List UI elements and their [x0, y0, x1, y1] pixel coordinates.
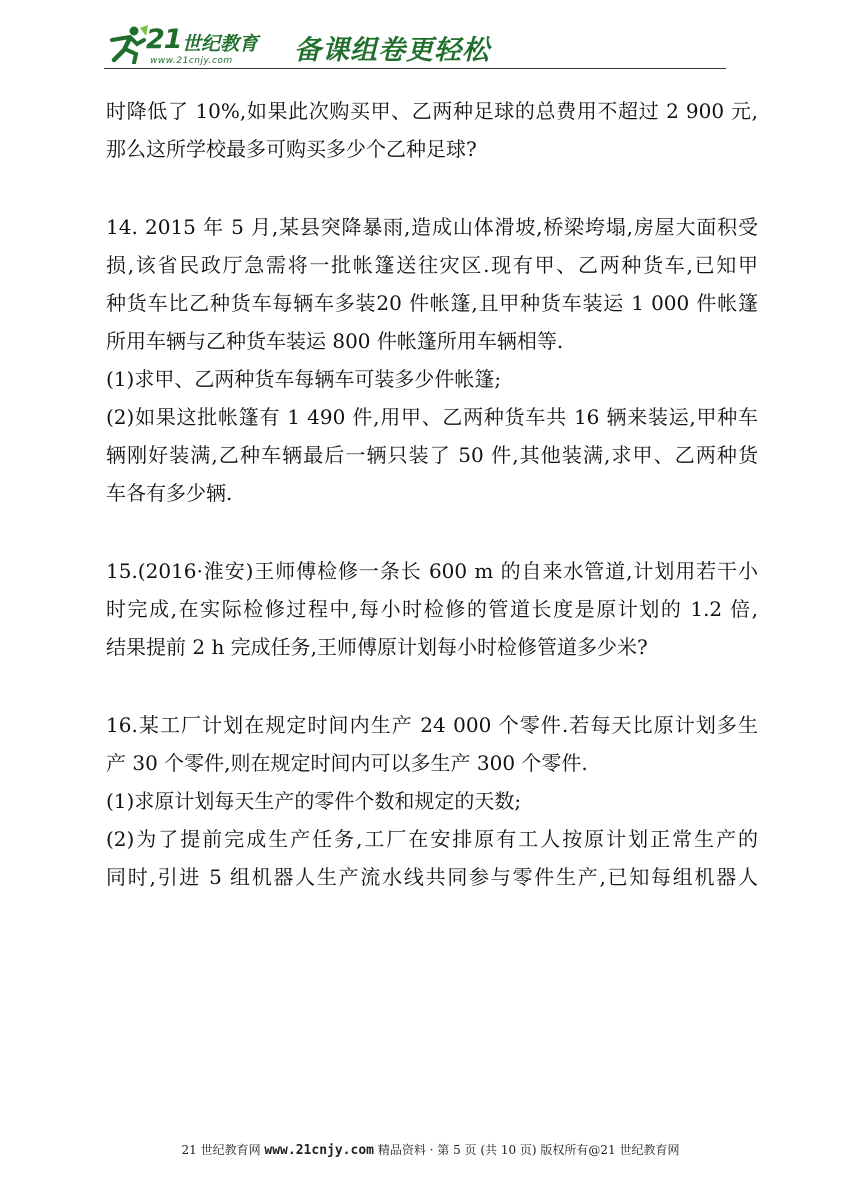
- text-line: 结果提前 2 h 完成任务,王师傅原计划每小时检修管道多少米?: [106, 635, 648, 659]
- footer-site-name: 21 世纪教育网: [181, 1143, 261, 1157]
- text-line: 所用车辆与乙种货车装运 800 件帐篷所用车辆相等.: [106, 329, 564, 353]
- paragraph-problem-16: [106, 706, 758, 782]
- paragraph-problem-15: [106, 552, 758, 666]
- paragraph-problem-13-continued: [106, 92, 758, 168]
- text-line: (1)求原计划每天生产的零件个数和规定的天数;: [106, 789, 522, 813]
- logo-number: 21: [146, 24, 182, 55]
- text-line: 车各有多少辆.: [106, 481, 233, 505]
- text-line: 那么这所学校最多可购买多少个乙种足球?: [106, 137, 477, 161]
- page-header: [104, 22, 726, 70]
- text-line: 损,该省民政厅急需将一批帐篷送往灾区.现有甲、乙两种货车,已知甲: [106, 253, 758, 277]
- runner-logo-icon: [104, 24, 150, 64]
- text-line: 辆刚好装满,乙种车辆最后一辆只装了 50 件,其他装满,求甲、乙两种货: [106, 443, 758, 467]
- footer-page-info: 精品资料 · 第 5 页 (共 10 页) 版权所有@21 世纪教育网: [377, 1143, 680, 1157]
- text-line: 时降低了 10%,如果此次购买甲、乙两种足球的总费用不超过 2 900 元,: [106, 99, 758, 123]
- text-line: (1)求甲、乙两种货车每辆车可装多少件帐篷;: [106, 367, 502, 391]
- text-line: 15.(2016·淮安)王师傅检修一条长 600 m 的自来水管道,计划用若干小: [106, 559, 758, 583]
- header-divider: [104, 68, 726, 69]
- text-line: (2)如果这批帐篷有 1 490 件,用甲、乙两种货车共 16 辆来装运,甲种车: [106, 405, 758, 429]
- text-line: (2)为了提前完成生产任务,工厂在安排原有工人按原计划正常生产的: [106, 827, 758, 851]
- text-line: 种货车比乙种货车每辆车多装20 件帐篷,且甲种货车装运 1 000 件帐篷: [106, 291, 758, 315]
- logo-text: 世纪教育: [182, 33, 259, 55]
- text-line: 16.某工厂计划在规定时间内生产 24 000 个零件.若每天比原计划多生: [106, 713, 758, 737]
- text-line: 产 30 个零件,则在规定时间内可以多生产 300 个零件.: [106, 751, 588, 775]
- text-line: 时完成,在实际检修过程中,每小时检修的管道长度是原计划的 1.2 倍,: [106, 597, 758, 621]
- document-body: [106, 92, 758, 896]
- header-slogan: 备课组卷更轻松: [294, 35, 490, 66]
- paragraph-problem-16-part-1: [106, 782, 758, 820]
- paragraph-problem-16-part-2: [106, 820, 758, 896]
- footer-site-url[interactable]: www.21cnjy.com: [264, 1143, 374, 1158]
- paragraph-problem-14-part-1: [106, 360, 758, 398]
- paragraph-problem-14: [106, 208, 758, 360]
- page-footer: [0, 1141, 861, 1158]
- paragraph-problem-14-part-2: [106, 398, 758, 512]
- text-line: 14. 2015 年 5 月,某县突降暴雨,造成山体滑坡,桥梁垮塌,房屋大面积受: [106, 215, 758, 239]
- logo-url: www.21cnjy.com: [150, 56, 233, 66]
- text-line: 同时,引进 5 组机器人生产流水线共同参与零件生产,已知每组机器人: [106, 865, 758, 889]
